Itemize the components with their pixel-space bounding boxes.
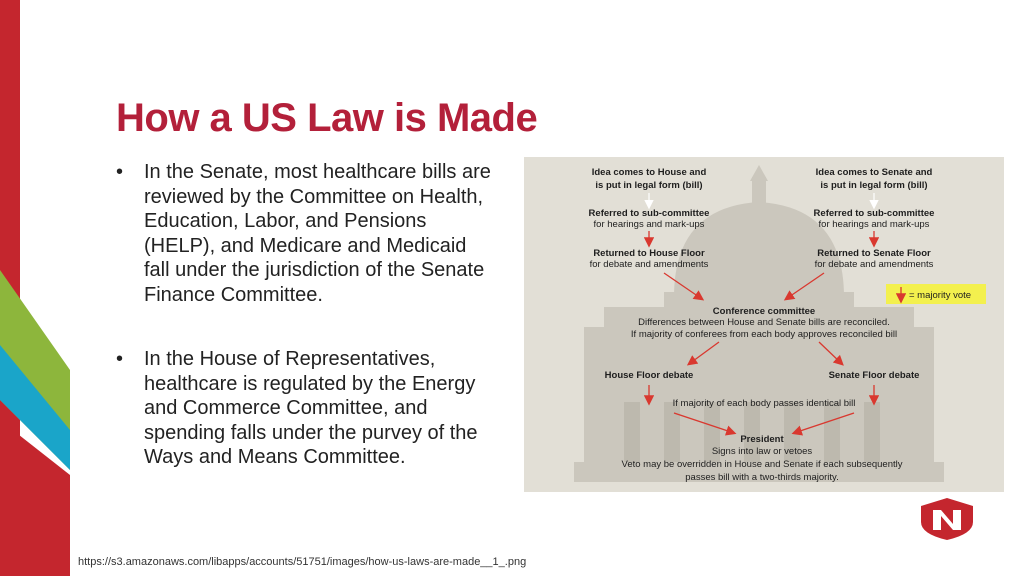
legend-label: = majority vote <box>909 290 972 301</box>
house-idea-line1: Idea comes to House and <box>591 167 707 178</box>
senate-idea-line1: Idea comes to Senate and <box>815 167 933 178</box>
bullet-list <box>116 160 496 470</box>
bullet-senate: • In the Senate, most healthcare bills are reviewed by the Committee on Health, Education, Labor, and Pensions (HELP), and Medicare and Medicaid fall under the jurisdiction of the Senate Finance Committee. <box>116 160 496 307</box>
president-title: President <box>740 434 784 445</box>
conference-line1: Differences between House and Senate bills are reconciled. <box>638 317 890 328</box>
senate-returned-sub: for debate and amendments <box>814 259 934 270</box>
senate-referred-sub: for hearings and mark-ups <box>818 219 930 230</box>
conference-line2: If majority of conferees from each body approves reconciled bill <box>630 329 898 340</box>
bullet-house: • In the House of Representatives, healthcare is regulated by the Energy and Commerce Committee, and spending falls under the purvey of the Ways and Means Committee. <box>116 347 496 470</box>
senate-floor-debate: Senate Floor debate <box>828 370 920 381</box>
slide-title: How a US Law is Made <box>116 96 538 140</box>
senate-referred: Referred to sub-committee <box>813 208 935 219</box>
senate-returned: Returned to Senate Floor <box>817 248 931 259</box>
house-idea-line2: is put in legal form (bill) <box>595 180 703 191</box>
university-logo-icon <box>921 498 973 540</box>
house-returned-sub: for debate and amendments <box>589 259 709 270</box>
president-line2: Veto may be overridden in House and Senate if each subsequently <box>621 459 903 470</box>
house-returned: Returned to House Floor <box>593 248 705 259</box>
house-referred-sub: for hearings and mark-ups <box>593 219 705 230</box>
edge-red-top <box>0 0 20 290</box>
president-line1: Signs into law or vetoes <box>711 446 813 457</box>
conference-title: Conference committee <box>712 306 816 317</box>
senate-idea-line2: is put in legal form (bill) <box>820 180 928 191</box>
house-floor-debate: House Floor debate <box>604 370 694 381</box>
decorative-edge <box>0 0 80 576</box>
identical-bill-text: If majority of each body passes identical bill <box>672 398 856 409</box>
source-url: https://s3.amazonaws.com/libapps/accounts/51751/images/how-us-laws-are-made__1_.png <box>78 556 527 568</box>
law-process-diagram <box>524 157 1004 492</box>
president-line3: passes bill with a two-thirds majority. <box>685 472 839 483</box>
house-referred: Referred to sub-committee <box>588 208 710 219</box>
